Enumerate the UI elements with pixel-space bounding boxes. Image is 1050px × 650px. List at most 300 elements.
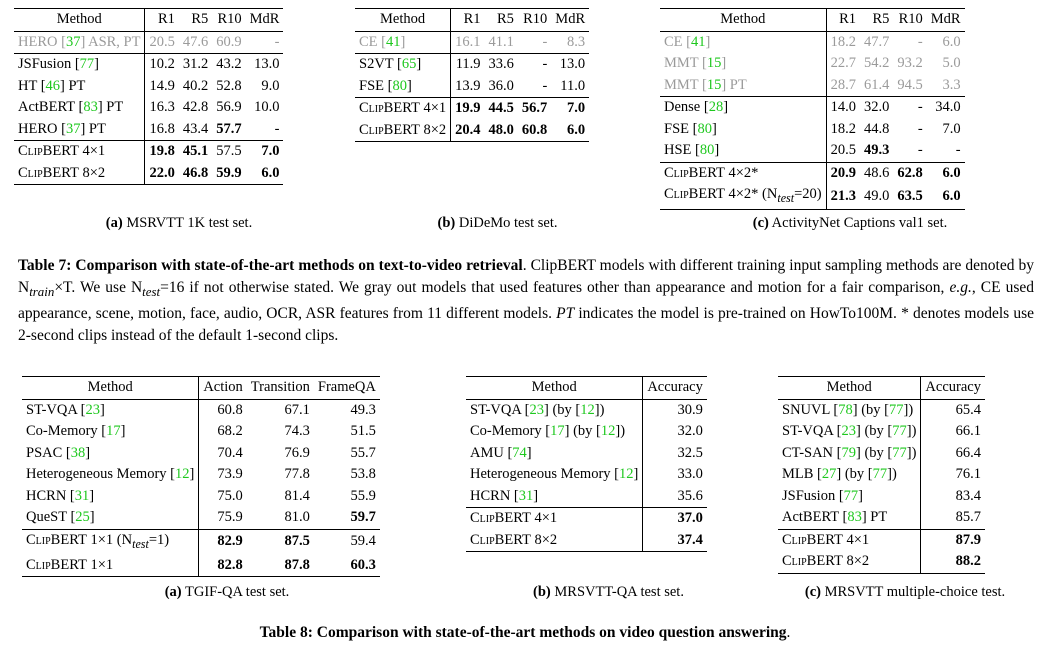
column-header: R5 <box>860 9 893 32</box>
table-row <box>466 443 707 465</box>
table7-caption-paragraph <box>18 255 1034 347</box>
method-name: MMT [ <box>664 76 707 93</box>
citation-link[interactable]: 80 <box>697 120 712 137</box>
value-cell: 31.2 <box>179 54 212 76</box>
para-s1: . ClipBERT models with different training input sampling methods are denoted by N <box>18 257 1034 296</box>
table-row <box>14 163 283 185</box>
citation-link[interactable]: 41 <box>690 33 706 50</box>
method-suffix: ] PT <box>721 76 747 93</box>
citation-link[interactable]: 77 <box>892 423 907 439</box>
model-config: 4×2* <box>724 164 759 181</box>
value-cell: 18.2 <box>830 120 857 137</box>
value-cell: 88.2 <box>921 551 985 573</box>
value-cell: 37.0 <box>643 508 707 530</box>
column-header: R1 <box>451 9 485 32</box>
citation-link[interactable]: 28 <box>708 99 724 115</box>
value-cell: 49.3 <box>864 142 890 158</box>
method-suffix: ] <box>85 444 91 461</box>
value-cell: 94.5 <box>897 76 923 93</box>
method-cell <box>22 399 199 421</box>
method-cell <box>778 421 921 443</box>
citation-link[interactable]: 79 <box>841 444 856 461</box>
method-name: Co-Memory [ <box>26 423 107 439</box>
citation-link[interactable]: 17 <box>106 423 121 439</box>
value-cell: 87.5 <box>247 529 314 555</box>
method-cell <box>22 555 199 577</box>
caption-text: MSRVTT 1K test set. <box>126 215 253 231</box>
citation-link[interactable]: 46 <box>45 77 61 94</box>
method-cell <box>22 529 199 555</box>
table-row <box>466 421 707 443</box>
header-row <box>778 377 985 400</box>
table-row <box>14 119 283 141</box>
citation-link[interactable]: 77 <box>872 466 888 482</box>
value-cell: 55.9 <box>350 487 376 504</box>
value-cell: 20.9 <box>826 162 860 184</box>
table-row <box>14 31 283 54</box>
table-row <box>466 508 707 530</box>
caption-label: (c) <box>752 215 769 231</box>
citation-link[interactable]: 23 <box>85 401 100 418</box>
value-cell: - <box>893 97 926 119</box>
citation-link[interactable]: 65 <box>401 56 417 72</box>
caption-text: MRSVTT-QA test set. <box>554 584 684 600</box>
value-cell: 14.9 <box>149 77 175 94</box>
citation-link[interactable]: 15 <box>706 76 722 93</box>
value-cell: 48.6 <box>860 162 893 184</box>
value-cell: 82.9 <box>199 529 247 555</box>
value-cell: 46.8 <box>179 163 212 185</box>
table7b-didemo-retrieval <box>355 8 589 142</box>
citation-link[interactable]: 77 <box>79 56 95 72</box>
para-s2: ×T. We use N <box>54 279 143 296</box>
method-suffix: ] <box>714 142 720 158</box>
method-cell <box>14 31 145 54</box>
header-row <box>22 377 380 400</box>
header-row <box>660 9 965 32</box>
table-label: Table 8: <box>259 624 313 641</box>
method-name: Co-Memory [ <box>470 423 551 439</box>
value-cell: 47.6 <box>182 33 209 50</box>
method-name: CE [ <box>359 33 386 50</box>
citation-link[interactable]: 41 <box>385 33 401 50</box>
value-cell: 30.9 <box>677 401 703 418</box>
table7a-msrvtt-retrieval <box>14 8 283 185</box>
method-suffix: ] (by [ <box>564 423 601 439</box>
method-cell <box>355 120 451 142</box>
value-cell: 6.0 <box>246 163 284 185</box>
method-name: Heterogeneous Memory [ <box>26 466 175 482</box>
table8a-tgif-qa <box>22 376 380 577</box>
value-cell: 16.1 <box>455 33 481 50</box>
table-title: Comparison with state-of-the-art methods on text-to-video retrieval <box>75 257 523 274</box>
method-name: JSFusion [ <box>18 56 80 72</box>
column-header: Method <box>14 9 145 32</box>
value-cell: 75.0 <box>217 487 243 504</box>
table-row <box>778 421 985 443</box>
table-row <box>778 464 985 486</box>
model-config: 8×2 <box>78 164 106 181</box>
table-row <box>355 98 589 120</box>
table-row <box>660 53 965 75</box>
citation-link[interactable]: 74 <box>512 444 527 461</box>
table-row <box>778 486 985 508</box>
method-suffix: ] <box>94 56 99 72</box>
method-cell <box>660 75 826 97</box>
method-suffix: ] (by [ <box>856 423 893 439</box>
column-header: MdR <box>551 9 589 32</box>
value-cell: 66.4 <box>955 444 981 461</box>
method-cell <box>22 464 199 486</box>
model-name: ClipBERT <box>26 531 87 548</box>
method-name: CE [ <box>664 33 691 50</box>
value-cell: 33.6 <box>485 54 518 76</box>
value-cell: 3.3 <box>942 76 961 93</box>
value-cell: 10.0 <box>254 99 280 115</box>
method-suffix: ] <box>89 509 95 525</box>
method-name: S2VT [ <box>359 56 402 72</box>
table-row <box>14 54 283 76</box>
method-cell <box>355 54 451 76</box>
method-name: HERO [ <box>18 120 66 137</box>
table-row <box>22 399 380 421</box>
method-suffix: ]) <box>906 444 917 461</box>
value-cell: 6.0 <box>927 184 965 210</box>
table-row <box>660 119 965 141</box>
method-cell <box>778 507 921 529</box>
method-suffix: ]) <box>887 466 897 482</box>
method-cell <box>14 119 145 141</box>
citation-link[interactable]: 23 <box>529 401 544 418</box>
citation-link[interactable]: 78 <box>838 401 853 418</box>
value-cell: 75.9 <box>217 509 243 525</box>
method-cell <box>466 486 643 508</box>
method-suffix: ] (by [ <box>544 401 581 418</box>
value-cell: - <box>542 77 548 94</box>
method-name: ActBERT [ <box>782 509 848 525</box>
value-cell: 93.2 <box>897 55 923 71</box>
citation-link[interactable]: 83 <box>83 99 98 115</box>
value-cell: 59.7 <box>350 509 376 525</box>
method-cell <box>778 551 921 573</box>
table-row <box>466 399 707 421</box>
method-name: JSFusion [ <box>782 487 844 504</box>
method-cell <box>660 140 826 162</box>
caption-text: MRSVTT multiple-choice test. <box>824 584 1006 600</box>
para-s3: =16 if not otherwise stated. We gray out models that used features other than appearance and motion for a fair comparison, <box>160 279 950 296</box>
method-name: HCRN [ <box>470 487 519 504</box>
value-cell: 45.1 <box>179 141 212 163</box>
value-cell: 49.0 <box>860 184 893 210</box>
table-row <box>14 76 283 98</box>
method-cell <box>660 97 826 119</box>
value-cell: 65.4 <box>955 401 981 418</box>
value-cell: 47.7 <box>864 33 890 50</box>
method-suffix: ] PT <box>60 77 86 94</box>
value-cell: 55.7 <box>350 444 376 461</box>
model-config: 4×1 <box>530 510 558 526</box>
method-suffix: ] <box>416 56 422 72</box>
column-header: FrameQA <box>314 377 380 400</box>
column-header: R5 <box>485 9 518 32</box>
column-header: R5 <box>179 9 212 32</box>
citation-link[interactable]: 38 <box>70 444 86 461</box>
column-header: Accuracy <box>921 377 985 400</box>
value-cell: 57.5 <box>212 141 245 163</box>
column-header: Method <box>778 377 921 400</box>
method-cell <box>778 399 921 421</box>
column-header: Transition <box>247 377 314 400</box>
method-cell <box>22 507 199 529</box>
caption-label: (a) <box>164 584 182 600</box>
method-cell <box>22 486 199 508</box>
method-name: FSE [ <box>359 77 393 94</box>
value-cell: 76.1 <box>955 466 981 482</box>
method-cell <box>14 76 145 98</box>
value-cell: 52.8 <box>216 77 242 94</box>
method-name: SNUVL [ <box>782 401 839 418</box>
value-cell: 7.0 <box>551 98 589 120</box>
table-row <box>660 162 965 184</box>
model-config: 4×2* (N <box>724 186 778 202</box>
table-row <box>22 555 380 577</box>
column-header: R10 <box>518 9 551 32</box>
method-suffix: ]) <box>906 423 917 439</box>
value-cell: 81.0 <box>284 509 310 525</box>
value-cell: 62.8 <box>893 162 926 184</box>
citation-link[interactable]: 12 <box>618 466 634 482</box>
value-cell: 10.2 <box>145 54 179 76</box>
value-cell: 6.0 <box>942 33 961 50</box>
method-cell <box>466 399 643 421</box>
value-cell: 16.8 <box>149 120 175 137</box>
citation-link[interactable]: 12 <box>174 466 190 482</box>
citation-link[interactable]: 77 <box>843 487 859 504</box>
value-cell: 28.7 <box>830 76 857 93</box>
table-row <box>660 97 965 119</box>
method-suffix: ] (by [ <box>852 401 890 418</box>
method-name: Dense [ <box>664 99 709 115</box>
method-suffix: ]) <box>615 423 626 439</box>
model-name: ClipBERT <box>664 164 725 181</box>
model-name: ClipBERT <box>470 510 531 526</box>
value-cell: 66.1 <box>955 423 981 439</box>
model-name: ClipBERT <box>664 186 725 202</box>
method-cell <box>660 31 826 53</box>
model-config: 8×2 <box>842 553 870 569</box>
table-row <box>22 421 380 443</box>
value-cell: 49.3 <box>350 401 376 418</box>
para-sub-train: train <box>29 284 55 300</box>
citation-link[interactable]: 31 <box>74 487 90 504</box>
value-cell: 53.8 <box>350 466 376 482</box>
value-cell: 16.3 <box>149 99 175 115</box>
header-row <box>355 9 589 32</box>
value-cell: 60.8 <box>217 401 243 418</box>
table-row <box>466 486 707 508</box>
citation-link[interactable]: 23 <box>841 423 856 439</box>
model-config: 4×1 <box>842 531 870 548</box>
value-cell: 76.9 <box>284 444 310 461</box>
method-suffix: ] <box>89 487 95 504</box>
citation-link[interactable]: 17 <box>550 423 565 439</box>
method-suffix: ]) <box>903 401 914 418</box>
caption-text: ActivityNet Captions val1 set. <box>771 215 948 231</box>
value-cell: 70.4 <box>217 444 243 461</box>
method-suffix: ] (by [ <box>856 444 893 461</box>
model-name: ClipBERT <box>18 164 79 181</box>
citation-link[interactable]: 77 <box>889 401 904 418</box>
citation-link[interactable]: 37 <box>65 120 81 137</box>
value-cell: 54.2 <box>864 55 890 71</box>
table-row <box>22 507 380 529</box>
value-cell: 83.4 <box>955 487 981 504</box>
method-cell <box>355 76 451 98</box>
value-cell: 22.0 <box>145 163 179 185</box>
table8b-msrvtt-qa <box>466 376 707 552</box>
column-header: Method <box>660 9 826 32</box>
method-cell <box>355 98 451 120</box>
value-cell: - <box>274 33 280 50</box>
title-end: . <box>786 624 791 641</box>
header-row <box>14 9 283 32</box>
value-cell: 13.0 <box>551 54 589 76</box>
value-cell: 60.9 <box>216 33 242 50</box>
table-row <box>14 141 283 163</box>
value-cell: - <box>955 142 961 158</box>
method-suffix: ] <box>633 466 639 482</box>
caption-table8b <box>466 584 751 601</box>
value-cell: 59.4 <box>314 529 380 555</box>
value-cell: 77.8 <box>284 466 310 482</box>
citation-link[interactable]: 83 <box>847 509 862 525</box>
value-cell: 35.6 <box>677 487 703 504</box>
citation-link[interactable]: 31 <box>518 487 534 504</box>
value-cell: 42.8 <box>182 99 209 115</box>
value-cell: - <box>518 54 551 76</box>
table-row <box>660 75 965 97</box>
method-suffix: ] PT <box>861 509 888 525</box>
citation-link[interactable]: 80 <box>392 77 407 94</box>
value-cell: 44.8 <box>864 120 890 137</box>
method-suffix: ] <box>406 77 412 94</box>
value-cell: 32.5 <box>677 444 703 461</box>
method-cell <box>660 184 826 210</box>
value-cell: 43.4 <box>182 120 209 137</box>
model-name: ClipBERT <box>359 121 420 138</box>
subscript: test <box>777 190 795 205</box>
value-cell: 20.5 <box>149 33 175 50</box>
method-cell <box>466 508 643 530</box>
caption-text: DiDeMo test set. <box>458 215 558 231</box>
column-header: MdR <box>246 9 284 32</box>
table-row <box>355 120 589 142</box>
value-cell: - <box>917 142 923 158</box>
para-eg: e.g. <box>949 279 972 296</box>
method-suffix: ] <box>533 487 539 504</box>
method-name: ST-VQA [ <box>470 401 530 418</box>
citation-link[interactable]: 27 <box>821 466 837 482</box>
caption-table7c <box>660 215 1040 232</box>
method-cell <box>22 421 199 443</box>
para-s4: , CE used appearance, scene, motion, face, audio, OCR, ASR features from 11 different models. <box>18 279 1035 323</box>
value-cell: 87.8 <box>247 555 314 577</box>
model-config: 8×2 <box>530 531 558 548</box>
model-config: 4×1 <box>419 100 447 116</box>
table-row <box>778 399 985 421</box>
table-row <box>22 464 380 486</box>
method-suffix: ] <box>400 33 406 50</box>
method-name: ActBERT [ <box>18 99 84 115</box>
value-cell: 61.4 <box>864 76 890 93</box>
method-suffix: ] <box>705 33 711 50</box>
value-cell: 82.8 <box>199 555 247 577</box>
caption-table8c <box>770 584 1040 601</box>
method-name: AMU [ <box>470 444 513 461</box>
caption-table7a <box>14 215 344 232</box>
value-cell: 33.0 <box>677 466 703 482</box>
method-name: PSAC [ <box>26 444 71 461</box>
value-cell: - <box>274 120 280 137</box>
value-cell: 7.0 <box>942 120 961 137</box>
citation-link[interactable]: 77 <box>892 444 907 461</box>
value-cell: 21.3 <box>826 184 860 210</box>
method-cell <box>778 529 921 551</box>
method-name: ST-VQA [ <box>26 401 86 418</box>
value-cell: 56.7 <box>518 98 551 120</box>
citation-link[interactable]: 12 <box>600 423 616 439</box>
value-cell: 41.1 <box>488 33 514 50</box>
citation-link[interactable]: 25 <box>75 509 90 525</box>
value-cell: - <box>917 33 923 50</box>
method-suffix: ] <box>858 487 863 504</box>
column-header: R10 <box>212 9 245 32</box>
para-sub-test: test <box>142 284 161 300</box>
method-name: HERO [ <box>18 33 66 50</box>
table-row <box>22 443 380 465</box>
model-name: ClipBERT <box>359 100 420 116</box>
method-suffix: ] <box>711 120 717 137</box>
column-header: R1 <box>145 9 179 32</box>
table-row <box>778 529 985 551</box>
model-name: ClipBERT <box>782 531 843 548</box>
value-cell: 13.0 <box>246 54 284 76</box>
value-cell: 11.0 <box>560 77 586 94</box>
method-suffix: ]) <box>594 401 605 418</box>
table8-title <box>0 624 1050 642</box>
value-cell: 44.5 <box>485 98 518 120</box>
value-cell: 59.9 <box>212 163 245 185</box>
para-pt: PT <box>556 305 575 323</box>
value-cell: 87.9 <box>921 529 985 551</box>
column-header: Method <box>355 9 451 32</box>
citation-link[interactable]: 15 <box>706 55 722 71</box>
method-cell <box>14 97 145 119</box>
value-cell: 43.2 <box>212 54 245 76</box>
citation-link[interactable]: 80 <box>699 142 715 158</box>
value-cell: 48.0 <box>485 120 518 142</box>
table-row <box>355 54 589 76</box>
caption-table8a <box>22 584 432 601</box>
table-label: Table 7: <box>18 257 72 274</box>
value-cell: 40.2 <box>182 77 209 94</box>
citation-link[interactable]: 37 <box>65 33 81 50</box>
value-cell: 20.5 <box>830 142 857 158</box>
value-cell: 8.3 <box>567 33 586 50</box>
header-row <box>466 377 707 400</box>
citation-link[interactable]: 12 <box>580 401 595 418</box>
method-suffix: ] <box>723 99 729 115</box>
